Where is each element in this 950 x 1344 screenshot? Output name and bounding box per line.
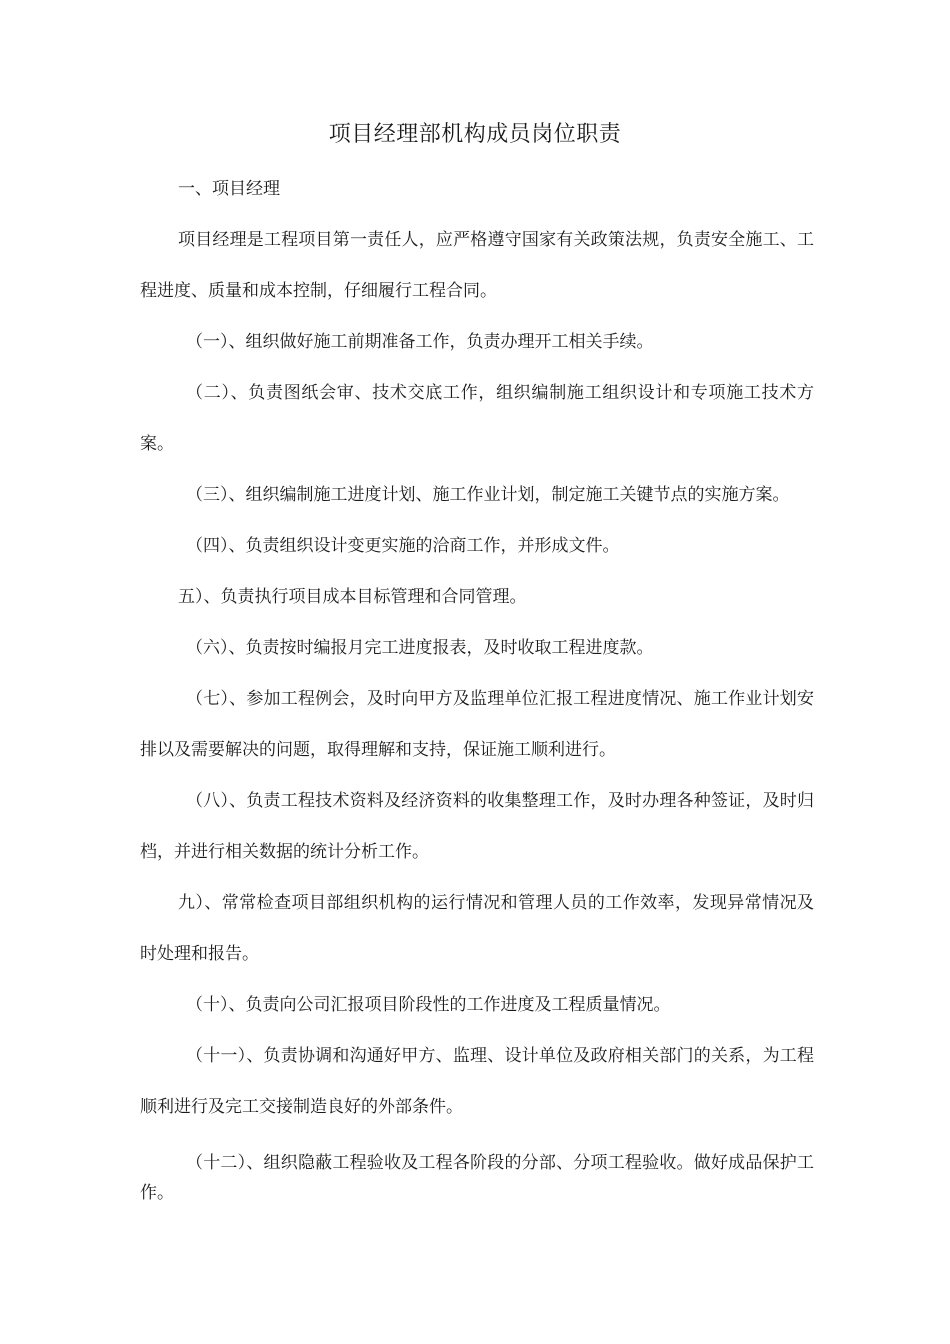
duty-item-4: （四）、负责组织设计变更实施的洽商工作，并形成文件。 (186, 536, 620, 556)
duty-item-2: （二）、负责图纸会审、技术交底工作，组织编制施工组织设计和专项施工技术方案。 (140, 383, 814, 454)
duty-item-12: （十二）、组织隐蔽工程验收及工程各阶段的分部、分项工程验收。做好成品保护工作。 (140, 1153, 814, 1203)
document-title: 项目经理部机构成员岗位职责 (328, 122, 622, 147)
section-heading: 一、项目经理 (178, 179, 280, 199)
duty-item-10: （十）、负责向公司汇报项目阶段性的工作进度及工程质量情况。 (186, 995, 671, 1015)
duty-item-8: （八）、负责工程技术资料及经济资料的收集整理工作，及时办理各种签证，及时归档，并进行相关数据的统计分析工作。 (140, 791, 814, 862)
duty-item-5: 五）、负责执行项目成本目标管理和合同管理。 (178, 587, 527, 607)
duty-item-6: （六）、负责按时编报月完工进度报表，及时收取工程进度款。 (186, 638, 654, 658)
duty-item-7: （七）、参加工程例会，及时向甲方及监理单位汇报工程进度情况、施工作业计划安排以及需要解决的问题，取得理解和支持，保证施工顺利进行。 (140, 689, 814, 760)
intro-paragraph: 项目经理是工程项目第一责任人，应严格遵守国家有关政策法规，负责安全施工、工程进度、质量和成本控制，仔细履行工程合同。 (140, 230, 814, 301)
duty-item-9: 九）、常常检查项目部组织机构的运行情况和管理人员的工作效率，发现异常情况及时处理和报告。 (140, 893, 814, 964)
duty-item-11: （十一）、负责协调和沟通好甲方、监理、设计单位及政府相关部门的关系，为工程顺利进行及完工交接制造良好的外部条件。 (140, 1046, 814, 1117)
duty-item-1: （一）、组织做好施工前期准备工作，负责办理开工相关手续。 (186, 332, 654, 352)
duty-item-3: （三）、组织编制施工进度计划、施工作业计划，制定施工关键节点的实施方案。 (186, 485, 790, 505)
document-body (140, 164, 814, 1208)
